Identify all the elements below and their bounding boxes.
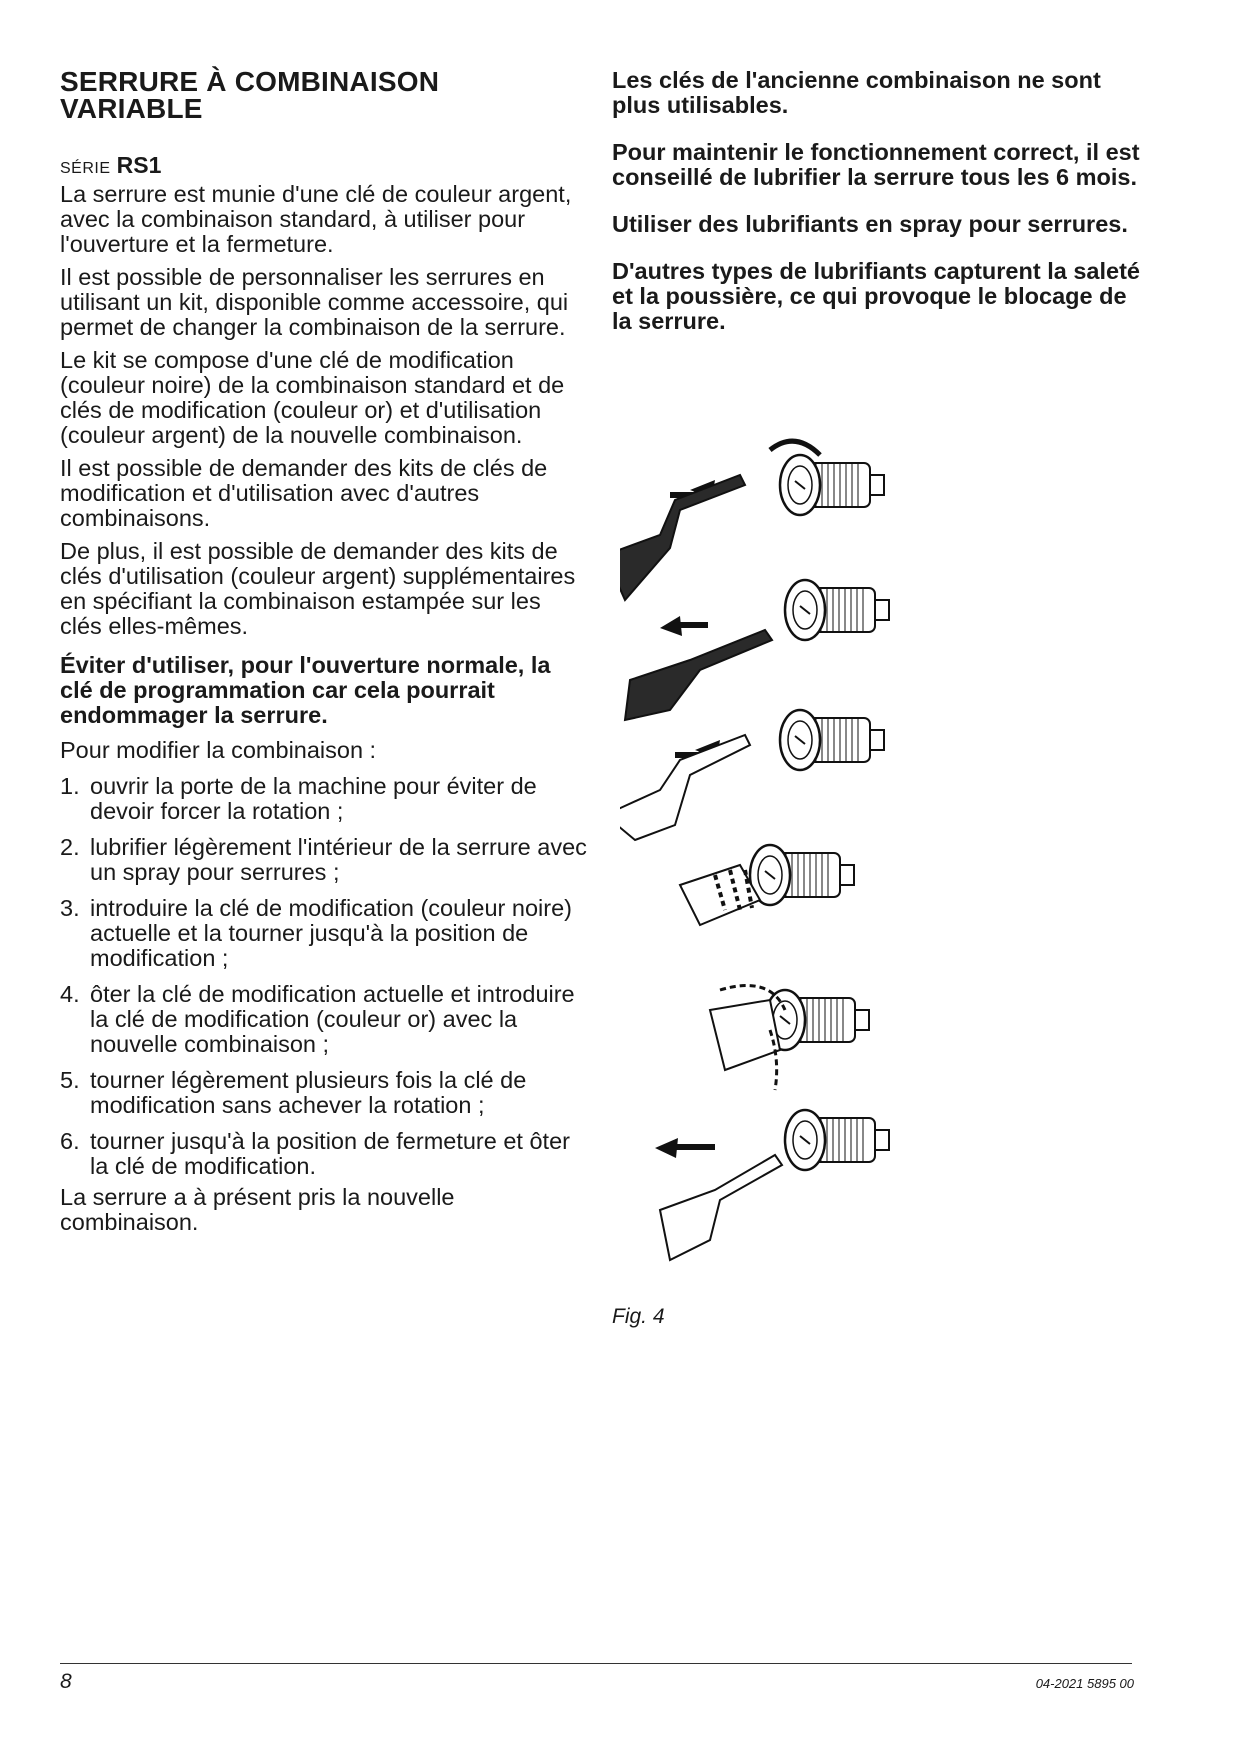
right-column xyxy=(612,68,1152,356)
paragraph-1: La serrure est munie d'une clé de couleur argent, avec la combinaison standard, à utiliser pour l'ouverture et la fermeture. xyxy=(60,181,572,257)
paragraph-3: Le kit se compose d'une clé de modification (couleur noire) de la combinaison standard et de clés de modification (couleur or) et d'utilisation (couleur argent) de la nouvelle combinaison. xyxy=(60,347,565,448)
note-lubricate: Pour maintenir le fonctionnement correct, il est conseillé de lubrifier la serrure tous les 6 mois. xyxy=(612,139,1140,190)
step-2-illustration xyxy=(625,580,889,720)
step-item: 4. ôter la clé de modification actuelle et introduire la clé de modification (couleur or) avec la nouvelle combinaison ; xyxy=(60,981,575,1057)
figure-caption: Fig. 4 xyxy=(612,1305,665,1328)
step-5-illustration xyxy=(710,986,869,1091)
conclusion-text: La serrure a à présent pris la nouvelle combinaison. xyxy=(60,1184,455,1235)
step-4-illustration xyxy=(680,845,854,925)
page-number: 8 xyxy=(60,1670,72,1693)
step-item: 1. ouvrir la porte de la machine pour éviter de devoir forcer la rotation ; xyxy=(60,773,537,824)
series-prefix: SÉRIE xyxy=(60,160,111,177)
step-item: 5. tourner légèrement plusieurs fois la clé de modification sans achever la rotation ; xyxy=(60,1067,527,1118)
lock-key-illustration xyxy=(620,430,920,1270)
left-column xyxy=(60,68,588,1235)
step-item: 6. tourner jusqu'à la position de fermeture et ôter la clé de modification. xyxy=(60,1128,570,1179)
footer-divider xyxy=(60,1663,1132,1664)
paragraph-2: Il est possible de personnaliser les serrures en utilisant un kit, disponible comme accessoire, qui permet de changer la combinaison de la serrure. xyxy=(60,264,569,340)
steps-list xyxy=(60,774,588,1179)
paragraph-4: Il est possible de demander des kits de clés de modification et d'utilisation avec d'autres combinaisons. xyxy=(60,455,548,531)
step-3-illustration xyxy=(620,710,884,840)
paragraph-5: De plus, il est possible de demander des kits de clés d'utilisation (couleur argent) supplémentaires en spécifiant la combinaison estampée sur les clés elles-mêmes. xyxy=(60,538,576,639)
warning-text: Éviter d'utiliser, pour l'ouverture normale, la clé de programmation car cela pourrait endommager la serrure. xyxy=(60,652,551,728)
step-item: 3. introduire la clé de modification (couleur noire) actuelle et la tourner jusqu'à la position de modification ; xyxy=(60,895,572,971)
steps-intro: Pour modifier la combinaison : xyxy=(60,737,377,763)
series-label xyxy=(60,152,588,182)
title-line-2: VARIABLE xyxy=(60,93,203,124)
step-6-illustration xyxy=(655,1110,889,1260)
note-other-lubricants: D'autres types de lubrifiants capturent la saleté et la poussière, ce qui provoque le blocage de la serrure. xyxy=(612,258,1140,334)
step-item: 2. lubrifier légèrement l'intérieur de la serrure avec un spray pour serrures ; xyxy=(60,834,587,885)
series-code: RS1 xyxy=(116,152,162,178)
document-code: 04-2021 5895 00 xyxy=(1035,1676,1134,1691)
section-title xyxy=(60,68,588,122)
note-spray: Utiliser des lubrifiants en spray pour serrures. xyxy=(612,211,1128,237)
note-old-keys: Les clés de l'ancienne combinaison ne sont plus utilisables. xyxy=(612,67,1101,118)
title-line-1: SERRURE À COMBINAISON xyxy=(60,66,440,97)
step-1-illustration xyxy=(620,441,884,600)
